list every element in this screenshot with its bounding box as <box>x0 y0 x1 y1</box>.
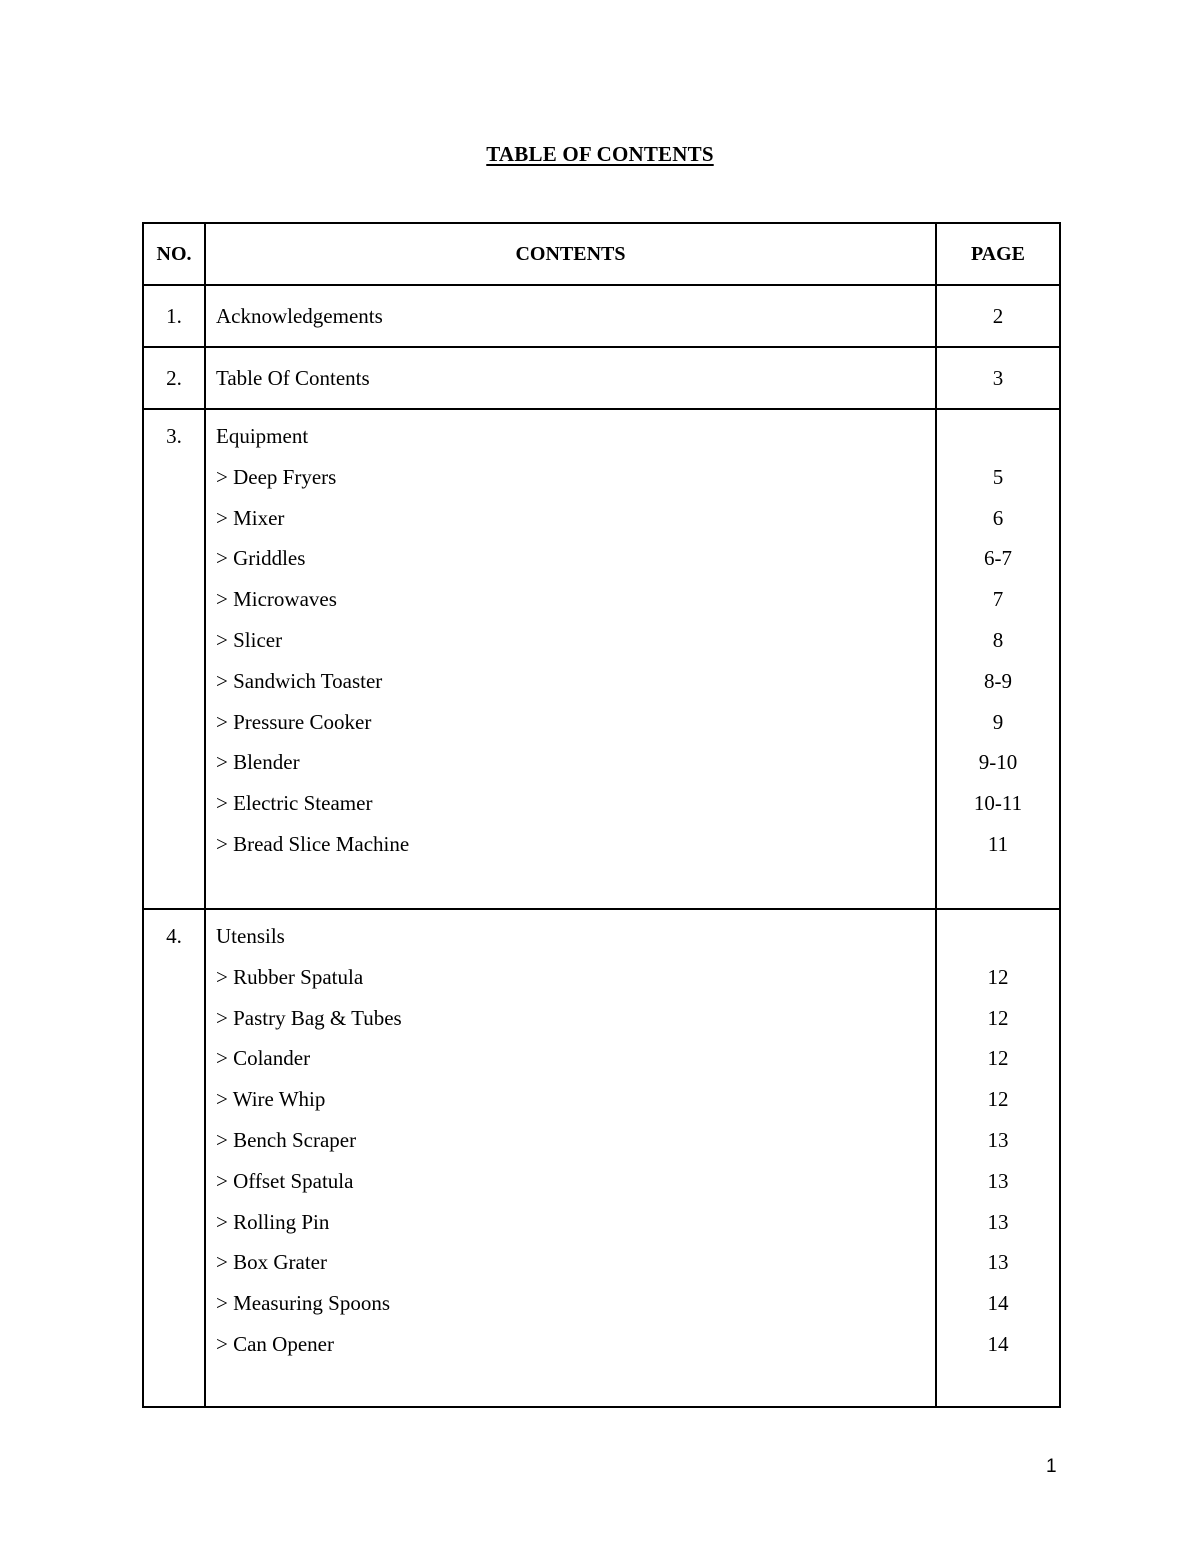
header-page: PAGE <box>936 223 1060 285</box>
table-row <box>143 347 1060 409</box>
group-number: 4. <box>166 924 182 948</box>
list-item-page: 6 <box>992 505 1004 530</box>
page-number: 1 <box>1046 1456 1057 1477</box>
row-title: Table Of Contents <box>205 347 936 409</box>
list-item: > Bread Slice Machine <box>216 831 410 856</box>
row-page: 3 <box>936 347 1060 409</box>
list-item: > Sandwich Toaster <box>216 668 383 693</box>
list-item-page: 12 <box>987 1046 1009 1071</box>
group-title: Utensils <box>216 924 285 948</box>
table-row-equipment <box>143 409 1060 909</box>
document-title: TABLE OF CONTENTS <box>486 142 714 166</box>
list-item: > Measuring Spoons <box>216 1291 391 1316</box>
list-item: > Griddles <box>216 546 306 571</box>
group-contents <box>205 909 936 1407</box>
list-item-page: 12 <box>987 964 1009 989</box>
list-item: > Rubber Spatula <box>216 964 364 989</box>
list-item: > Microwaves <box>216 587 337 612</box>
list-item-page: 5 <box>992 464 1004 489</box>
list-item-page: 8 <box>992 627 1004 652</box>
list-item-page: 9-10 <box>978 750 1018 775</box>
group-title: Equipment <box>216 424 309 448</box>
list-item-page: 13 <box>987 1250 1009 1275</box>
row-number <box>143 409 205 909</box>
list-item-page: 12 <box>987 1005 1009 1030</box>
list-item: > Offset Spatula <box>216 1168 354 1193</box>
list-item-page: 14 <box>987 1331 1009 1356</box>
row-number <box>143 909 205 1407</box>
list-item: > Electric Steamer <box>216 791 373 816</box>
table-row-utensils <box>143 909 1060 1407</box>
list-item-page: 13 <box>987 1127 1009 1152</box>
table-row <box>143 285 1060 347</box>
row-title: Acknowledgements <box>205 285 936 347</box>
list-item: > Pastry Bag & Tubes <box>216 1005 402 1030</box>
list-item: > Blender <box>216 750 300 775</box>
row-page: 2 <box>936 285 1060 347</box>
toc-table <box>142 222 1061 1408</box>
list-item-page: 12 <box>987 1087 1009 1112</box>
list-item-page: 11 <box>987 831 1009 856</box>
list-item: > Mixer <box>216 505 285 530</box>
list-item: > Rolling Pin <box>216 1209 330 1234</box>
list-item: > Can Opener <box>216 1331 334 1356</box>
row-number: 1. <box>143 285 205 347</box>
list-item: > Bench Scraper <box>216 1127 357 1152</box>
list-item: > Box Grater <box>216 1250 327 1275</box>
list-item-page: 6-7 <box>984 546 1012 571</box>
header-row <box>143 223 1060 285</box>
list-item-page: 13 <box>987 1209 1009 1234</box>
group-pages <box>936 409 1060 909</box>
group-pages <box>936 909 1060 1407</box>
list-item-page: 7 <box>992 587 1004 612</box>
group-number: 3. <box>166 424 182 448</box>
list-item-page: 14 <box>987 1291 1009 1316</box>
list-item: > Pressure Cooker <box>216 709 372 734</box>
list-item: > Colander <box>216 1046 311 1071</box>
row-number: 2. <box>143 347 205 409</box>
list-item: > Deep Fryers <box>216 464 337 489</box>
list-item: > Wire Whip <box>216 1087 326 1112</box>
list-item: > Slicer <box>216 627 283 652</box>
list-item-page: 9 <box>992 709 1004 734</box>
list-item-page: 8-9 <box>984 668 1012 693</box>
list-item-page: 13 <box>987 1168 1009 1193</box>
header-no: NO. <box>143 223 205 285</box>
header-contents: CONTENTS <box>205 223 936 285</box>
group-contents <box>205 409 936 909</box>
list-item-page: 10-11 <box>973 791 1023 816</box>
